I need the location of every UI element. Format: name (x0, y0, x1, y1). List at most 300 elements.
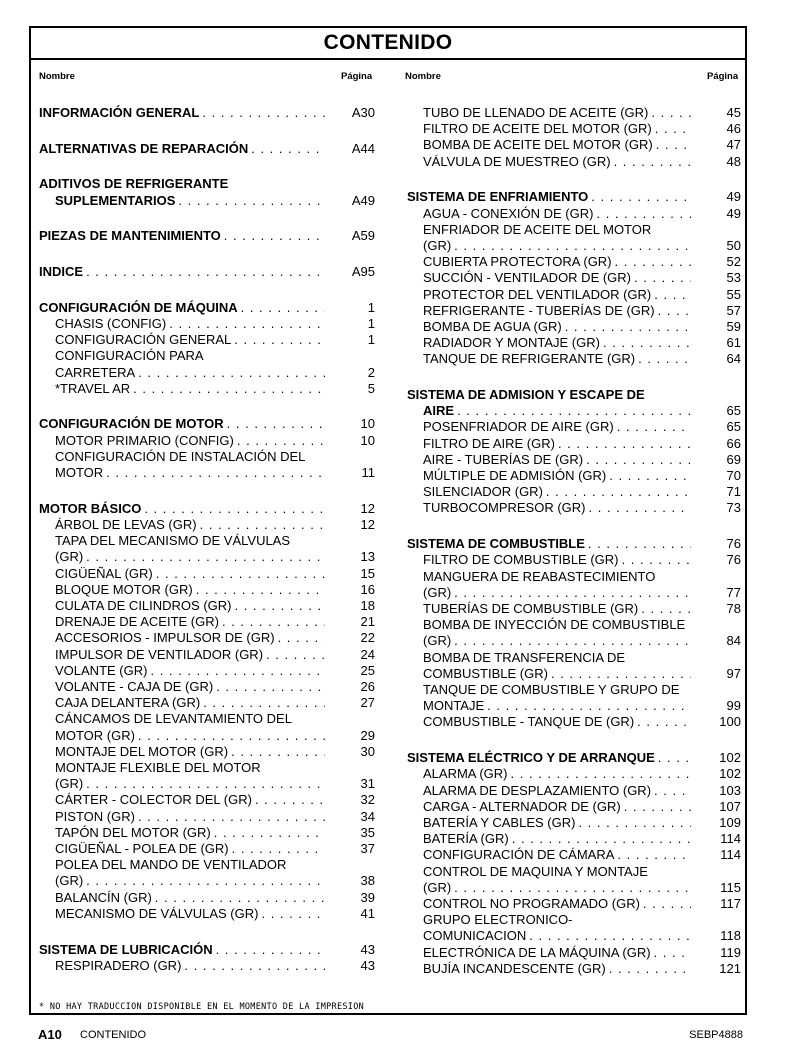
toc-page-number: 118 (720, 928, 741, 944)
dot-leader (133, 381, 325, 397)
dot-leader (511, 766, 691, 782)
toc-entry-label: SILENCIADOR (GR) (423, 484, 543, 500)
dot-leader (529, 928, 691, 944)
toc-entry-label: DRENAJE DE ACEITE (GR) (55, 614, 219, 630)
toc-entry-label: IMPULSOR DE VENTILADOR (GR) (55, 646, 264, 662)
toc-page-number: 48 (726, 153, 741, 169)
toc-entry-label: MOTOR (GR) (55, 727, 135, 743)
dot-leader (138, 728, 325, 744)
dot-leader (512, 831, 691, 847)
toc-entry (407, 617, 741, 649)
toc-entry (407, 222, 741, 254)
toc-entry-label: CAJA DELANTERA (GR) (55, 695, 201, 711)
toc-entry (39, 906, 375, 922)
toc-entry (407, 121, 741, 137)
toc-page-number: 12 (360, 516, 375, 532)
right-name-header: Nombre (405, 71, 441, 82)
toc-page-number: 53 (726, 270, 741, 286)
dot-leader (237, 433, 325, 449)
toc-entry (407, 569, 741, 601)
dot-leader (615, 254, 691, 270)
dot-leader (658, 750, 691, 766)
dot-leader (638, 351, 691, 367)
dot-leader (654, 287, 691, 303)
toc-entry (407, 682, 741, 714)
footnote: * NO HAY TRADUCCION DISPONIBLE EN EL MOMENTO DE LA IMPRESION (39, 1002, 365, 1012)
toc-section (39, 228, 375, 244)
dot-leader (203, 695, 325, 711)
toc-page-number: 10 (360, 416, 375, 432)
toc-entry-label: CONFIGURACIÓN DE MÁQUINA (39, 299, 238, 315)
toc-page-number: 69 (726, 451, 741, 467)
dot-leader (454, 633, 691, 649)
toc-entry (39, 533, 375, 565)
toc-entry-label: (GR) (55, 873, 84, 889)
toc-entry (39, 695, 375, 711)
toc-entry-label: ENFRIADOR DE ACEITE DEL MOTOR (423, 221, 652, 237)
toc-entry-label: COMUNICACION (423, 928, 527, 944)
toc-entry (39, 614, 375, 630)
dot-leader (654, 783, 691, 799)
toc-page-number: 1 (367, 332, 375, 348)
toc-entry-label: VOLANTE (GR) (55, 662, 148, 678)
toc-entry (39, 792, 375, 808)
toc-entry-label: CONFIGURACIÓN GENERAL (55, 332, 232, 348)
dot-leader (224, 228, 325, 244)
dot-leader (546, 484, 691, 500)
toc-entry-label: CHASIS (CONFIG) (55, 315, 167, 331)
toc-page-number: 22 (360, 630, 375, 646)
toc-page-number: 11 (361, 465, 375, 481)
toc-entry (407, 287, 741, 303)
dot-leader (202, 105, 325, 121)
toc-page-number: 13 (360, 549, 375, 565)
dot-leader (184, 958, 325, 974)
toc-page-number: 66 (726, 435, 741, 451)
dot-leader (617, 847, 691, 863)
dot-leader (591, 189, 691, 205)
toc-entry (407, 961, 741, 977)
dot-leader (231, 744, 325, 760)
toc-page-number: 26 (360, 678, 375, 694)
toc-entry-label: BOMBA DE AGUA (GR) (423, 318, 562, 334)
toc-entry (407, 319, 741, 335)
toc-page-number: 114 (720, 847, 741, 863)
toc-entry-label: TAPA DEL MECANISMO DE VÁLVULAS (55, 533, 291, 549)
toc-entry-label: CONFIGURACIÓN PARA (55, 348, 204, 364)
toc-page-number: 115 (720, 879, 741, 895)
toc-entry (407, 335, 741, 351)
toc-entry (407, 650, 741, 682)
toc-entry-label: PROTECTOR DEL VENTILADOR (GR) (423, 286, 652, 302)
toc-entry-label: MOTOR (55, 465, 104, 481)
dot-leader (86, 264, 325, 280)
toc-entry-label: (GR) (423, 237, 452, 253)
toc-section (407, 536, 741, 552)
toc-page-number: 97 (726, 665, 741, 681)
toc-page-number: 1 (367, 315, 375, 331)
toc-page-number: 24 (360, 646, 375, 662)
toc-page-number: 100 (719, 714, 741, 730)
toc-entry (39, 566, 375, 582)
toc-page-number: 57 (726, 302, 741, 318)
dot-leader (200, 517, 325, 533)
toc-entry-label: TAPÓN DEL MOTOR (GR) (55, 824, 211, 840)
right-page-header: Página (707, 71, 739, 82)
dot-leader (614, 154, 691, 170)
dot-leader (150, 663, 325, 679)
toc-entry (39, 857, 375, 889)
toc-entry-label: MÚLTIPLE DE ADMISIÓN (GR) (423, 468, 607, 484)
toc-page-number: 29 (360, 727, 375, 743)
toc-entry-label: CARGA - ALTERNADOR DE (GR) (423, 798, 621, 814)
toc-entry (407, 436, 741, 452)
toc-page-number: 1 (367, 299, 375, 315)
toc-entry (39, 663, 375, 679)
toc-entry-label: VOLANTE - CAJA DE (GR) (55, 678, 214, 694)
toc-entry-label: BOMBA DE INYECCIÓN DE COMBUSTIBLE (423, 617, 686, 633)
dot-leader (227, 416, 325, 432)
toc-entry (407, 206, 741, 222)
toc-entry (407, 799, 741, 815)
toc-entry-label: CONFIGURACIÓN DE CÁMARA (423, 847, 615, 863)
toc-entry (407, 766, 741, 782)
toc-page-number: 119 (720, 944, 741, 960)
toc-page-number: 77 (726, 584, 741, 600)
dot-leader (588, 536, 691, 552)
toc-page-number: 78 (726, 600, 741, 616)
dot-leader (624, 799, 691, 815)
footer-doc-code: SEBP4888 (689, 1029, 743, 1041)
dot-leader (86, 549, 325, 565)
toc-section (39, 300, 375, 316)
toc-entry-label: INDICE (39, 264, 84, 280)
dot-leader (454, 585, 691, 601)
toc-page-number: A49 (351, 192, 375, 208)
toc-page-number: 2 (367, 364, 375, 380)
toc-page-number: 49 (726, 189, 741, 205)
toc-entry (407, 452, 741, 468)
toc-page-number: 84 (726, 633, 741, 649)
toc-page-number: 71 (726, 484, 741, 500)
dot-leader (655, 121, 691, 137)
toc-section (39, 141, 375, 157)
toc-entry (39, 582, 375, 598)
toc-entry (407, 864, 741, 896)
toc-entry (39, 744, 375, 760)
toc-entry-label: REFRIGERANTE - TUBERÍAS DE (GR) (423, 302, 655, 318)
toc-page-number: 121 (719, 960, 741, 976)
footer-page-number: A10 (38, 1027, 62, 1042)
toc-section (39, 942, 375, 958)
dot-leader (634, 270, 691, 286)
toc-page-number: 35 (360, 824, 375, 840)
dot-leader (609, 468, 691, 484)
toc-entry-label: GRUPO ELECTRONICO- (423, 912, 573, 928)
toc-page-number: 43 (360, 957, 375, 973)
toc-entry-label: TANQUE DE REFRIGERANTE (GR) (423, 351, 636, 367)
toc-entry (407, 484, 741, 500)
toc-entry-label: TANQUE DE COMBUSTIBLE Y GRUPO DE (423, 682, 680, 697)
toc-page-number: 5 (367, 380, 375, 396)
toc-entry (39, 825, 375, 841)
toc-page-number: 37 (360, 841, 375, 857)
toc-section (407, 750, 741, 766)
toc-page-number: 107 (719, 798, 741, 814)
toc-page-number: 32 (360, 792, 375, 808)
toc-entry-label: SUPLEMENTARIOS (55, 192, 176, 208)
toc-section (407, 387, 741, 419)
toc-entry-label: ADITIVOS DE REFRIGERANTE (39, 176, 229, 192)
toc-entry-label: AIRE (423, 403, 455, 419)
toc-entry-label: BUJÍA INCANDESCENTE (GR) (423, 960, 606, 976)
left-toc-column (39, 105, 375, 974)
toc-entry-label: SISTEMA DE COMBUSTIBLE (407, 536, 585, 552)
toc-page-number: 46 (726, 121, 741, 137)
toc-entry-label: CUBIERTA PROTECTORA (GR) (423, 254, 612, 270)
toc-entry-label: SISTEMA DE LUBRICACIÓN (39, 941, 213, 957)
toc-entry (39, 809, 375, 825)
toc-entry (407, 552, 741, 568)
toc-entry (39, 958, 375, 974)
toc-entry (39, 381, 375, 397)
toc-entry-label: ALARMA DE DESPLAZAMIENTO (GR) (423, 782, 652, 798)
toc-entry (407, 831, 741, 847)
toc-page-number: A30 (351, 105, 375, 120)
toc-entry (39, 841, 375, 857)
contents-frame (29, 26, 747, 1015)
toc-page-number: 31 (360, 776, 375, 792)
dot-leader (255, 792, 325, 808)
toc-entry (407, 815, 741, 831)
dot-leader (222, 614, 325, 630)
dot-leader (487, 698, 691, 714)
toc-entry (39, 890, 375, 906)
toc-entry (39, 517, 375, 533)
dot-leader (578, 815, 691, 831)
dot-leader (196, 582, 325, 598)
dot-leader (169, 316, 325, 332)
left-page-header: Página (341, 71, 373, 82)
dot-leader (656, 137, 691, 153)
toc-entry (407, 601, 741, 617)
dot-leader (86, 776, 325, 792)
toc-entry-label: (GR) (423, 879, 452, 895)
dot-leader (617, 419, 691, 435)
toc-entry-label: BATERÍA Y CABLES (GR) (423, 814, 576, 830)
toc-entry-label: SUCCIÓN - VENTILADOR DE (GR) (423, 270, 632, 286)
toc-section (39, 416, 375, 432)
toc-page-number: 18 (360, 597, 375, 613)
dot-leader (643, 896, 691, 912)
dot-leader (589, 500, 692, 516)
toc-entry-label: AIRE - TUBERÍAS DE (GR) (423, 451, 584, 467)
toc-entry-label: MONTAJE FLEXIBLE DEL MOTOR (55, 760, 261, 775)
dot-leader (551, 666, 691, 682)
dot-leader (609, 961, 691, 977)
dot-leader (144, 501, 325, 517)
toc-section (39, 501, 375, 517)
toc-page-number: 50 (726, 237, 741, 253)
toc-entry-label: ACCESORIOS - IMPULSOR DE (GR) (55, 630, 275, 646)
dot-leader (454, 238, 691, 254)
dot-leader (457, 403, 691, 419)
toc-entry-label: SISTEMA ELÉCTRICO Y DE ARRANQUE (407, 750, 655, 766)
toc-entry-label: POLEA DEL MANDO DE VENTILADOR (55, 857, 287, 873)
dot-leader (454, 880, 691, 896)
dot-leader (565, 319, 691, 335)
toc-page-number: 76 (726, 552, 741, 568)
toc-page-number: 41 (360, 905, 375, 921)
toc-page-number: 15 (360, 565, 375, 581)
toc-page-number: 10 (360, 432, 375, 448)
toc-entry-label: CÁRTER - COLECTOR DEL (GR) (55, 792, 252, 808)
toc-entry (39, 449, 375, 481)
dot-leader (232, 841, 325, 857)
toc-entry (407, 896, 741, 912)
toc-page-number: 65 (726, 403, 741, 419)
dot-leader (214, 825, 325, 841)
toc-entry (407, 468, 741, 484)
toc-entry-label: CÁNCAMOS DE LEVANTAMIENTO DEL (55, 711, 292, 727)
footer-section: CONTENIDO (80, 1029, 146, 1041)
toc-entry (407, 912, 741, 944)
toc-entry-label: FILTRO DE AIRE (GR) (423, 435, 555, 451)
dot-leader (86, 873, 325, 889)
toc-page-number: 34 (360, 808, 375, 824)
toc-page-number: 114 (720, 831, 741, 847)
toc-entry-label: CONTROL DE MAQUINA Y MONTAJE (423, 863, 648, 879)
toc-page-number: A59 (351, 228, 375, 244)
toc-entry (407, 419, 741, 435)
toc-page-number: A44 (351, 140, 375, 156)
toc-entry (39, 348, 375, 380)
toc-entry-label: CONFIGURACIÓN DE INSTALACIÓN DEL (55, 448, 306, 464)
toc-entry-label: FILTRO DE COMBUSTIBLE (GR) (423, 552, 619, 568)
toc-entry-label: BLOQUE MOTOR (GR) (55, 581, 193, 597)
dot-leader (138, 809, 325, 825)
toc-entry-label: CULATA DE CILINDROS (GR) (55, 597, 232, 613)
toc-entry-label: CIGÜEÑAL - POLEA DE (GR) (55, 841, 229, 857)
toc-page-number: 52 (726, 254, 741, 270)
dot-leader (156, 566, 325, 582)
toc-entry-label: RESPIRADERO (GR) (55, 957, 182, 973)
toc-entry (407, 303, 741, 319)
dot-leader (637, 714, 691, 730)
toc-entry-label: MOTOR BÁSICO (39, 500, 142, 516)
toc-entry (39, 679, 375, 695)
dot-leader (241, 300, 325, 316)
toc-entry (407, 105, 741, 121)
toc-page-number: 30 (360, 743, 375, 759)
dot-leader (558, 436, 691, 452)
toc-page-number: 102 (719, 766, 741, 782)
toc-entry (407, 137, 741, 153)
toc-entry-label: PISTON (GR) (55, 808, 135, 824)
toc-section (39, 176, 375, 208)
toc-entry-label: ALARMA (GR) (423, 766, 508, 782)
toc-entry-label: BOMBA DE TRANSFERENCIA DE (423, 649, 626, 665)
toc-entry-label: TUBERÍAS DE COMBUSTIBLE (GR) (423, 600, 639, 616)
toc-entry-label: MOTOR PRIMARIO (CONFIG) (55, 432, 234, 448)
toc-entry-label: BALANCÍN (GR) (55, 889, 152, 905)
toc-page-number: 102 (719, 750, 741, 766)
toc-page-number: 21 (360, 614, 375, 630)
toc-entry (407, 270, 741, 286)
toc-entry-label: (GR) (423, 584, 452, 600)
toc-page-number: 27 (360, 695, 375, 711)
dot-leader (654, 945, 691, 961)
toc-entry (407, 945, 741, 961)
toc-page-number: 99 (726, 698, 741, 714)
toc-entry-label: MONTAJE (423, 698, 485, 714)
toc-entry-label: ELECTRÓNICA DE LA MÁQUINA (GR) (423, 944, 651, 960)
toc-entry-label: COMBUSTIBLE (GR) (423, 665, 548, 681)
toc-entry-label: *TRAVEL AR (55, 380, 131, 396)
toc-entry-label: FILTRO DE ACEITE DEL MOTOR (GR) (423, 121, 652, 137)
dot-leader (234, 332, 325, 348)
left-name-header: Nombre (39, 71, 75, 82)
toc-entry (407, 847, 741, 863)
toc-page-number: 109 (719, 814, 741, 830)
dot-leader (622, 552, 692, 568)
toc-entry-label: MANGUERA DE REABASTECIMIENTO (423, 568, 656, 584)
toc-page-number: 59 (726, 318, 741, 334)
toc-entry (407, 714, 741, 730)
toc-page-number: 117 (720, 895, 741, 911)
dot-leader (651, 105, 691, 121)
toc-page-number: 73 (726, 500, 741, 516)
toc-entry-label: VÁLVULA DE MUESTREO (GR) (423, 153, 611, 169)
toc-entry-label: COMBUSTIBLE - TANQUE DE (GR) (423, 714, 635, 730)
toc-section (39, 105, 375, 121)
toc-entry-label: ÁRBOL DE LEVAS (GR) (55, 516, 197, 532)
toc-page-number: A95 (351, 264, 375, 280)
toc-page-number: 65 (726, 419, 741, 435)
toc-section (39, 264, 375, 280)
dot-leader (658, 303, 691, 319)
toc-entry (39, 711, 375, 743)
toc-page-number: 47 (726, 137, 741, 153)
toc-section (407, 189, 741, 205)
toc-entry-label: INFORMACIÓN GENERAL (39, 105, 200, 120)
toc-entry (407, 254, 741, 270)
toc-page-number: 76 (726, 536, 741, 552)
dot-leader (178, 193, 325, 209)
toc-page-number: 61 (726, 335, 741, 351)
toc-entry-label: (GR) (423, 633, 452, 649)
toc-page-number: 70 (726, 468, 741, 484)
dot-leader (266, 647, 325, 663)
toc-page-number: 12 (360, 500, 375, 516)
dot-leader (261, 906, 325, 922)
toc-page-number: 64 (726, 351, 741, 367)
dot-leader (641, 601, 691, 617)
toc-entry-label: TUBO DE LLENADO DE ACEITE (GR) (423, 105, 649, 120)
toc-entry (39, 630, 375, 646)
toc-page-number: 39 (360, 889, 375, 905)
toc-entry-label: CARRETERA (55, 364, 136, 380)
toc-entry-label: (GR) (55, 776, 84, 792)
toc-entry-label: SISTEMA DE ADMISION Y ESCAPE DE (407, 387, 645, 403)
right-toc-column (407, 105, 741, 977)
toc-entry (39, 647, 375, 663)
toc-entry-label: SISTEMA DE ENFRIAMIENTO (407, 189, 589, 205)
toc-entry-label: POSENFRIADOR DE AIRE (GR) (423, 419, 614, 435)
toc-entry (39, 598, 375, 614)
toc-entry-label: TURBOCOMPRESOR (GR) (423, 500, 586, 516)
toc-page-number: 49 (726, 205, 741, 221)
